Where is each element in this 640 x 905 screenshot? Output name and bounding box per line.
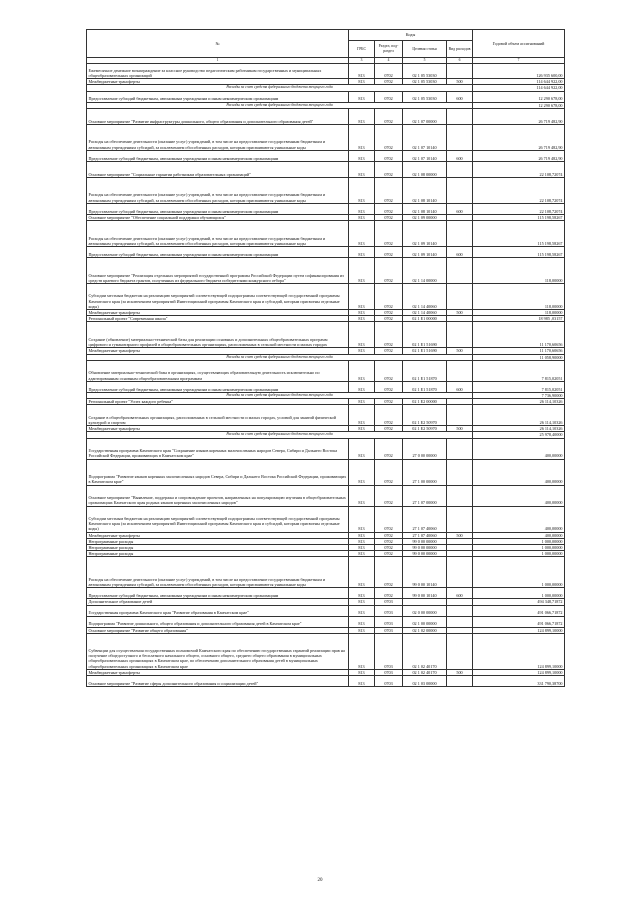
amount-cell: 22 108,72074 (473, 203, 565, 214)
section-cell: 0702 (375, 64, 403, 79)
section-cell: 0702 (375, 177, 403, 203)
description-cell: Межбюджетные трансферты (87, 669, 349, 675)
target-cell: 02 0 00 00000 (403, 605, 447, 616)
funding-note: Расходы за счет средств федерального бюджета текущего года (87, 102, 473, 108)
grbs-cell: 813 (349, 399, 375, 405)
amount-cell: 26 719 482,90 (473, 124, 565, 150)
grbs-cell: 813 (349, 214, 375, 220)
amount-cell: 400,00000 (473, 506, 565, 532)
description-cell: Расходы на обеспечение деятельности (оказание услуг) учреждений, в том числе на предоставление государственным бюджетным и автономным учреждениям субсидий, за исключением обособленных расходов, которым присваиваются уникальные коды (87, 124, 349, 150)
budget-table-page (86, 29, 564, 687)
table-row (87, 616, 565, 627)
grbs-cell: 813 (349, 284, 375, 310)
table-row (87, 633, 565, 669)
grbs-cell: 813 (349, 108, 375, 124)
description-cell: Основное мероприятие "Развитие инфраструктуры дошкольного, общего образования и дополнительного образования детей" (87, 108, 349, 124)
description-cell: Межбюджетные трансферты (87, 426, 349, 432)
header-annual: Годовой объем ассигнований (473, 30, 565, 58)
section-cell: 0702 (375, 557, 403, 588)
section-cell: 0702 (375, 214, 403, 220)
table-row (87, 322, 565, 348)
description-cell: Межбюджетные трансферты (87, 348, 349, 354)
description-cell: Межбюджетные трансферты (87, 79, 349, 85)
section-cell: 0702 (375, 426, 403, 432)
amount-cell: 1 000,00000 (473, 551, 565, 557)
target-cell: 27 1 07 00000 (403, 485, 447, 506)
amount-cell: 18 985 ,03157 (473, 316, 565, 322)
section-cell: 0702 (375, 284, 403, 310)
section-cell: 0703 (375, 676, 403, 687)
col-number: 3 (349, 58, 375, 64)
target-cell: 02 1 14 40060 (403, 284, 447, 310)
expense-type-cell (447, 360, 473, 381)
description-cell: Основное мероприятие "Развитие сферы дополнительного образования и социализации детей" (87, 676, 349, 687)
description-cell: Непрограммные расходы (87, 538, 349, 544)
amount-cell: 11 058,90000 (473, 354, 565, 360)
description-cell: Основное мероприятие "Развитие общего образования" (87, 627, 349, 633)
grbs-cell: 813 (349, 316, 375, 322)
grbs-cell: 813 (349, 258, 375, 284)
description-cell: Региональный проект "Успех каждого ребенка" (87, 399, 349, 405)
grbs-cell: 813 (349, 669, 375, 675)
amount-cell: 7 815,02051 (473, 381, 565, 392)
target-cell: 02 1 02 00000 (403, 627, 447, 633)
amount-cell: 400,00000 (473, 532, 565, 538)
expense-type-cell (447, 438, 473, 459)
expense-type-cell: 600 (447, 203, 473, 214)
target-cell: 02 1 08 10140 (403, 203, 447, 214)
target-cell: 27 0 00 00000 (403, 438, 447, 459)
grbs-cell: 813 (349, 557, 375, 588)
table-row (87, 405, 565, 426)
expense-type-cell (447, 124, 473, 150)
expense-type-cell: 500 (447, 79, 473, 85)
section-cell: 0702 (375, 405, 403, 426)
amount-cell: 115 198,58267 (473, 247, 565, 258)
amount-cell: 118,00000 (473, 258, 565, 284)
grbs-cell: 813 (349, 545, 375, 551)
target-cell: 02 1 08 10140 (403, 177, 447, 203)
amount-cell: 494 348,71872 (473, 599, 565, 605)
description-cell: Подпрограмма "Развитие дошкольного, общего образования и дополнительного образования детей в Камчатском крае" (87, 616, 349, 627)
expense-type-cell (447, 64, 473, 79)
expense-type-cell (447, 258, 473, 284)
table-row (87, 485, 565, 506)
header-grbs: ГРБС (349, 41, 375, 58)
grbs-cell: 813 (349, 348, 375, 354)
col-number: 1 (87, 58, 349, 64)
table-row (87, 161, 565, 177)
target-cell: 02 1 E2 00000 (403, 399, 447, 405)
expense-type-cell: 500 (447, 426, 473, 432)
description-cell: Государственная программа Камчатского края "Развитие образования в Камчатском крае" (87, 605, 349, 616)
table-row (87, 459, 565, 485)
target-cell: 99 0 00 00000 (403, 551, 447, 557)
col-number: 6 (447, 58, 473, 64)
grbs-cell: 813 (349, 310, 375, 316)
grbs-cell: 813 (349, 79, 375, 85)
amount-cell: 400,00000 (473, 438, 565, 459)
grbs-cell: 813 (349, 161, 375, 177)
section-cell: 0702 (375, 551, 403, 557)
target-cell: 99 0 00 00000 (403, 538, 447, 544)
target-cell: 02 1 14 40060 (403, 310, 447, 316)
section-cell: 0702 (375, 381, 403, 392)
target-cell: 02 1 05 53030 (403, 91, 447, 102)
section-cell: 0702 (375, 485, 403, 506)
table-row (87, 108, 565, 124)
section-cell: 0703 (375, 605, 403, 616)
target-cell: 02 1 07 10140 (403, 150, 447, 161)
target-cell: 02 1 02 40170 (403, 633, 447, 669)
target-cell: 02 1 09 00000 (403, 214, 447, 220)
amount-cell: 1 000,00000 (473, 557, 565, 588)
grbs-cell: 813 (349, 247, 375, 258)
table-row (87, 506, 565, 532)
description-cell: Непрограммные расходы (87, 545, 349, 551)
description-cell: Государственная программа Камчатского края "Сохранение языков коренных малочисленных народов Севера, Сибири и Дальнего Востока Российской Федерации, проживающих в Камчатском крае" (87, 438, 349, 459)
header-target: Целевая статья (403, 41, 447, 58)
header-section: Раздел, под-раздел (375, 41, 403, 58)
expense-type-cell (447, 322, 473, 348)
amount-cell: 26 114,10326 (473, 405, 565, 426)
target-cell: 02 1 00 00000 (403, 616, 447, 627)
target-cell: 99 0 00 10140 (403, 588, 447, 599)
description-cell: Подпрограмма "Развитие языков коренных малочисленных народов Севера, Сибири и Дальнего Востока Российской Федерации, проживающих в Камчатском крае" (87, 459, 349, 485)
table-row (87, 605, 565, 616)
section-cell: 0702 (375, 108, 403, 124)
target-cell: 02 1 14 00000 (403, 258, 447, 284)
table-row (87, 258, 565, 284)
description-cell: Предоставление субсидий бюджетным, автономным учреждениям и иным некоммерческим организациям (87, 247, 349, 258)
section-cell: 0702 (375, 124, 403, 150)
section-cell: 0702 (375, 399, 403, 405)
amount-cell: 7 815,02051 (473, 360, 565, 381)
expense-type-cell (447, 405, 473, 426)
grbs-cell: 813 (349, 426, 375, 432)
section-cell: 0702 (375, 588, 403, 599)
amount-cell: 1 000,00000 (473, 538, 565, 544)
col-number: 5 (403, 58, 447, 64)
grbs-cell: 813 (349, 551, 375, 557)
section-cell: 0702 (375, 459, 403, 485)
amount-cell: 1 000,00000 (473, 588, 565, 599)
description-cell: Непрограммные расходы (87, 551, 349, 557)
description-cell: Основное мероприятие "Выявление, поддержка и сопровождение проектов, направленных на популяризацию изучения в общеобразовательных организациях Камчатского края родных языков коренных малочисленных народов" (87, 485, 349, 506)
description-cell: Предоставление субсидий бюджетным, автономным учреждениям и иным некоммерческим организациям (87, 91, 349, 102)
target-cell: 27 1 07 40060 (403, 532, 447, 538)
header-expense-type: Вид расходов (447, 41, 473, 58)
grbs-cell: 813 (349, 538, 375, 544)
target-cell: 99 0 00 00000 (403, 545, 447, 551)
description-cell: Субвенции для осуществления государственных полномочий Камчатского края по обеспечению государственных гарантий реализации прав на получение общедоступного и бесплатного начального общего, основного общего, среднего общего образования в муниципальных общеобразовательных организациях в Камчатском крае, по обеспечению дополнительного образования детей в муниципальных общеобразовательных организациях в Камчатском крае (87, 633, 349, 669)
expense-type-cell (447, 633, 473, 669)
grbs-cell: 813 (349, 124, 375, 150)
amount-cell: 124 899,10000 (473, 669, 565, 675)
funding-note: Расходы за счет средств федерального бюджета текущего года (87, 85, 473, 91)
description-cell: Основное мероприятие "Реализация отдельных мероприятий государственной программы Российской Федерации путем софинансирования из средств краевого бюджета грантов, полученных из федерального бюджета победителями конкурсного отбора" (87, 258, 349, 284)
section-cell: 0702 (375, 348, 403, 354)
description-cell: Субсидии местным бюджетам на реализацию мероприятий соответствующей подпрограммы соответствующей государственной программы Камчатского края (за исключением мероприятий Инвестиционной программы Камчатского края и субсидий, которым присвоены отдельные коды) (87, 506, 349, 532)
expense-type-cell: 500 (447, 669, 473, 675)
table-row (87, 284, 565, 310)
amount-cell: 12 290 678,00 (473, 102, 565, 108)
description-cell: Основное мероприятие "Социальные гарантии работникам образовательных организаций" (87, 161, 349, 177)
expense-type-cell (447, 485, 473, 506)
target-cell: 02 1 07 10140 (403, 124, 447, 150)
expense-type-cell: 500 (447, 348, 473, 354)
grbs-cell: 813 (349, 599, 375, 605)
grbs-cell: 813 (349, 438, 375, 459)
amount-cell: 22 108,72074 (473, 161, 565, 177)
description-cell: Предоставление субсидий бюджетным, автономным учреждениям и иным некоммерческим организациям (87, 381, 349, 392)
grbs-cell: 813 (349, 588, 375, 599)
grbs-cell: 813 (349, 633, 375, 669)
section-cell: 0703 (375, 599, 403, 605)
amount-cell: 22 108,72074 (473, 177, 565, 203)
table-row (87, 64, 565, 79)
expense-type-cell (447, 557, 473, 588)
amount-cell: 11 170,60656 (473, 322, 565, 348)
grbs-cell: 813 (349, 506, 375, 532)
description-cell: Создание в общеобразовательных организациях, расположенных в сельской местности и малых городах, условий для занятий физической культурой и спортом (87, 405, 349, 426)
amount-cell: 400,00000 (473, 459, 565, 485)
table-row (87, 588, 565, 599)
target-cell: 02 1 05 53030 (403, 79, 447, 85)
table-row (87, 124, 565, 150)
expense-type-cell (447, 605, 473, 616)
amount-cell: 1 000,00000 (473, 545, 565, 551)
table-row (87, 91, 565, 102)
description-cell: Расходы на обеспечение деятельности (оказание услуг) учреждений, в том числе на предоставление государственным бюджетным и автономным учреждениям субсидий, за исключением обособленных расходов, которым присваиваются уникальные коды (87, 221, 349, 247)
description-cell: Дополнительное образование детей (87, 599, 349, 605)
expense-type-cell (447, 459, 473, 485)
page-number: 20 (317, 878, 323, 883)
amount-cell: 115 198,58267 (473, 214, 565, 220)
amount-cell: 114 644 922,00 (473, 79, 565, 85)
grbs-cell: 813 (349, 381, 375, 392)
expense-type-cell: 600 (447, 150, 473, 161)
grbs-cell: 813 (349, 405, 375, 426)
funding-note: Расходы за счет средств федерального бюджета текущего года (87, 392, 473, 398)
grbs-cell: 813 (349, 64, 375, 79)
target-cell: 02 1 09 10140 (403, 221, 447, 247)
section-cell: 0702 (375, 310, 403, 316)
target-cell: 02 1 E1 51870 (403, 360, 447, 381)
target-cell: 02 1 07 00000 (403, 108, 447, 124)
table-row (87, 247, 565, 258)
description-cell: Обновление материально-технической базы в организациях, осуществляющих образовательную деятельность исключительно по адаптированным основным общеобразовательным программам (87, 360, 349, 381)
table-row (87, 676, 565, 687)
expense-type-cell: 500 (447, 532, 473, 538)
description-cell: Региональный проект "Современная школа" (87, 316, 349, 322)
amount-cell: 25 978,40000 (473, 432, 565, 438)
grbs-cell: 813 (349, 627, 375, 633)
target-cell: 27 1 00 00000 (403, 459, 447, 485)
section-cell: 0702 (375, 322, 403, 348)
table-row (87, 557, 565, 588)
table-row (87, 438, 565, 459)
section-cell: 0702 (375, 221, 403, 247)
grbs-cell: 813 (349, 150, 375, 161)
section-cell: 0702 (375, 532, 403, 538)
section-cell: 0702 (375, 360, 403, 381)
amount-cell: 124 899,10000 (473, 627, 565, 633)
expense-type-cell: 500 (447, 310, 473, 316)
target-cell: 02 1 08 00000 (403, 161, 447, 177)
section-cell: 0702 (375, 316, 403, 322)
grbs-cell: 813 (349, 676, 375, 687)
target-cell: 02 1 02 40170 (403, 669, 447, 675)
header-no: № (87, 30, 349, 58)
amount-cell: 118,00000 (473, 310, 565, 316)
expense-type-cell (447, 284, 473, 310)
target-cell: 02 1 03 00000 (403, 676, 447, 687)
target-cell: 02 1 05 53030 (403, 64, 447, 79)
section-cell: 0702 (375, 506, 403, 532)
target-cell: 02 1 E2 50970 (403, 426, 447, 432)
section-cell: 0702 (375, 538, 403, 544)
grbs-cell: 813 (349, 616, 375, 627)
description-cell: Субсидии местным бюджетам на реализацию мероприятий соответствующей подпрограммы соответствующей государственной программы Камчатского края (за исключением мероприятий Инвестиционной программы Камчатского края и субсидий, которым присвоены отдельные коды) (87, 284, 349, 310)
section-cell: 0702 (375, 203, 403, 214)
col-number: 4 (375, 58, 403, 64)
description-cell: Межбюджетные трансферты (87, 532, 349, 538)
description-cell: Расходы на обеспечение деятельности (оказание услуг) учреждений, в том числе на предоставление государственным бюджетным и автономным учреждениям субсидий, за исключением обособленных расходов, которым присваиваются уникальные коды (87, 557, 349, 588)
grbs-cell: 813 (349, 459, 375, 485)
description-cell: Ежемесячное денежное вознаграждение за классное руководство педагогическим работникам государственных и муниципальных общеобразовательных организаций (87, 64, 349, 79)
expense-type-cell (447, 108, 473, 124)
table-row (87, 360, 565, 381)
amount-cell: 126 935 600,00 (473, 64, 565, 79)
target-cell: 02 1 E1 00000 (403, 316, 447, 322)
expense-type-cell (447, 506, 473, 532)
section-cell: 0702 (375, 247, 403, 258)
target-cell: 99 0 00 10140 (403, 557, 447, 588)
target-cell: 27 1 07 40060 (403, 506, 447, 532)
description-cell: Предоставление субсидий бюджетным, автономным учреждениям и иным некоммерческим организациям (87, 150, 349, 161)
target-cell: 02 1 E1 51690 (403, 322, 447, 348)
expense-type-cell: 600 (447, 91, 473, 102)
funding-note: Расходы за счет средств федерального бюджета текущего года (87, 432, 473, 438)
header-row (87, 30, 565, 41)
section-cell: 0702 (375, 258, 403, 284)
description-cell: Расходы на обеспечение деятельности (оказание услуг) учреждений, в том числе на предоставление государственным бюджетным и автономным учреждениям субсидий, за исключением обособленных расходов, которым присваиваются уникальные коды (87, 177, 349, 203)
section-cell: 0702 (375, 545, 403, 551)
description-cell: Основное мероприятие "Обеспечение социальной поддержки обучающихся" (87, 214, 349, 220)
amount-cell: 12 290 678,00 (473, 91, 565, 102)
grbs-cell: 813 (349, 360, 375, 381)
target-cell: 02 1 E2 50970 (403, 405, 447, 426)
amount-cell: 124 899,10000 (473, 633, 565, 669)
grbs-cell: 813 (349, 485, 375, 506)
amount-cell: 26 114,10326 (473, 399, 565, 405)
section-cell: 0702 (375, 150, 403, 161)
budget-rows (87, 64, 565, 687)
amount-cell: 26 719 482,90 (473, 108, 565, 124)
table-row (87, 381, 565, 392)
budget-table (86, 29, 565, 687)
section-cell: 0702 (375, 438, 403, 459)
expense-type-cell (447, 161, 473, 177)
section-cell: 0703 (375, 633, 403, 669)
description-cell: Предоставление субсидий бюджетным, автономным учреждениям и иным некоммерческим организациям (87, 588, 349, 599)
table-row (87, 150, 565, 161)
section-cell: 0702 (375, 79, 403, 85)
description-cell: Предоставление субсидий бюджетным, автономным учреждениям и иным некоммерческим организациям (87, 203, 349, 214)
expense-type-cell (447, 676, 473, 687)
section-cell: 0702 (375, 161, 403, 177)
amount-cell: 331 790,38700 (473, 676, 565, 687)
amount-cell: 7 736,90000 (473, 392, 565, 398)
target-cell: 02 1 09 10140 (403, 247, 447, 258)
section-cell: 0703 (375, 627, 403, 633)
amount-cell: 26 114,10326 (473, 426, 565, 432)
grbs-cell: 813 (349, 322, 375, 348)
amount-cell: 26 719 482,90 (473, 150, 565, 161)
amount-cell: 11 170,60656 (473, 348, 565, 354)
amount-cell: 118,00000 (473, 284, 565, 310)
header-codes: Коды (349, 30, 473, 41)
expense-type-cell: 600 (447, 381, 473, 392)
grbs-cell: 813 (349, 177, 375, 203)
expense-type-cell (447, 177, 473, 203)
col-number: 7 (473, 58, 565, 64)
amount-cell: 491 066,71872 (473, 605, 565, 616)
table-row (87, 177, 565, 203)
grbs-cell: 813 (349, 203, 375, 214)
section-cell: 0703 (375, 616, 403, 627)
grbs-cell: 813 (349, 532, 375, 538)
table-row (87, 221, 565, 247)
description-cell: Создание (обновление) материально-технической базы для реализации основных и дополнительных общеобразовательных программ цифрового и гуманитарного профилей в общеобразовательных организациях, расположенных в сельской местности и малых городах (87, 322, 349, 348)
funding-note: Расходы за счет средств федерального бюджета текущего года (87, 354, 473, 360)
amount-cell: 400,00000 (473, 485, 565, 506)
expense-type-cell: 600 (447, 247, 473, 258)
target-cell: 02 1 E1 51690 (403, 348, 447, 354)
amount-cell: 115 198,58267 (473, 221, 565, 247)
expense-type-cell (447, 221, 473, 247)
grbs-cell: 813 (349, 91, 375, 102)
section-cell: 0703 (375, 669, 403, 675)
target-cell: 02 1 E1 51870 (403, 381, 447, 392)
section-cell: 0702 (375, 91, 403, 102)
expense-type-cell (447, 616, 473, 627)
grbs-cell: 813 (349, 605, 375, 616)
expense-type-cell: 600 (447, 588, 473, 599)
description-cell: Межбюджетные трансферты (87, 310, 349, 316)
table-row (87, 203, 565, 214)
amount-cell: 114 644 922,00 (473, 85, 565, 91)
amount-cell: 491 066,71872 (473, 616, 565, 627)
grbs-cell: 813 (349, 221, 375, 247)
